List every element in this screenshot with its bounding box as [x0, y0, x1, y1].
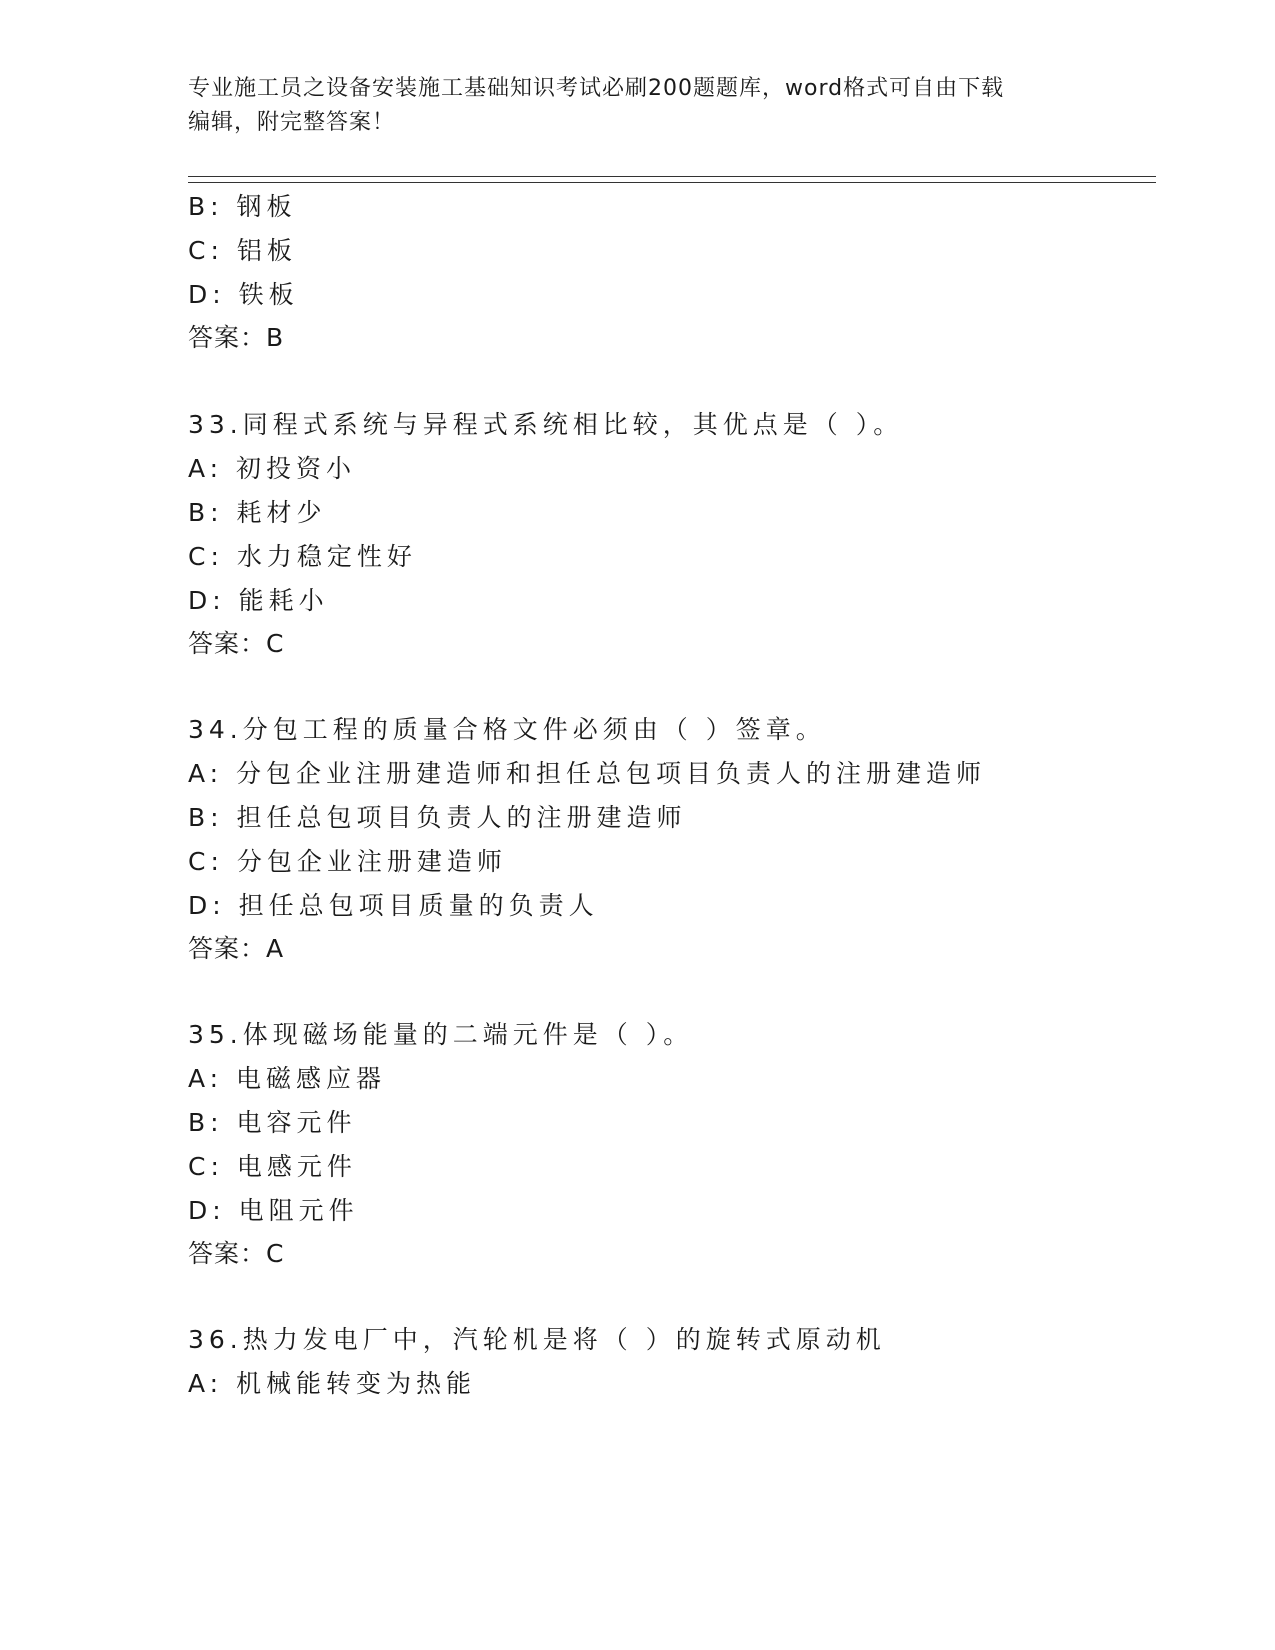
q33-option-c: C: 水力稳定性好	[188, 542, 417, 571]
q34-option-a: A: 分包企业注册建造师和担任总包项目负责人的注册建造师	[188, 759, 987, 788]
q35-answer: 答案：C	[188, 1239, 285, 1268]
q32-option-c: C: 铝板	[188, 236, 297, 265]
q33-option-b: B: 耗材少	[188, 498, 327, 527]
q33-option-d: D: 能耗小	[188, 586, 329, 615]
q35-option-c: C: 电感元件	[188, 1152, 357, 1181]
q34-option-d: D: 担任总包项目质量的负责人	[188, 891, 599, 920]
q33-answer: 答案：C	[188, 629, 285, 658]
header-divider-top	[188, 176, 1156, 177]
q34-option-b: B: 担任总包项目负责人的注册建造师	[188, 803, 687, 832]
q32-option-d: D: 铁板	[188, 280, 299, 309]
q34-question: 34.分包工程的质量合格文件必须由（ ）签章。	[188, 715, 826, 744]
q35-option-b: B: 电容元件	[188, 1108, 357, 1137]
q35-option-d: D: 电阻元件	[188, 1196, 359, 1225]
q34-answer: 答案：A	[188, 934, 285, 963]
q32-answer: 答案：B	[188, 323, 285, 352]
q32-option-b: B: 钢板	[188, 192, 297, 221]
q33-question: 33.同程式系统与异程式系统相比较，其优点是（ ）。	[188, 410, 904, 439]
q33-option-a: A: 初投资小	[188, 454, 357, 483]
q35-question: 35.体现磁场能量的二端元件是（ ）。	[188, 1020, 694, 1049]
document-header: 专业施工员之设备安装施工基础知识考试必刷200题题库，word格式可自由下载 编辑，附完整答案！	[188, 76, 1005, 135]
header-divider-bottom	[188, 182, 1156, 183]
q34-option-c: C: 分包企业注册建造师	[188, 847, 507, 876]
q36-option-a: A: 机械能转变为热能	[188, 1369, 477, 1398]
q35-option-a: A: 电磁感应器	[188, 1064, 387, 1093]
q36-question: 36.热力发电厂中，汽轮机是将（ ）的旋转式原动机	[188, 1325, 886, 1354]
